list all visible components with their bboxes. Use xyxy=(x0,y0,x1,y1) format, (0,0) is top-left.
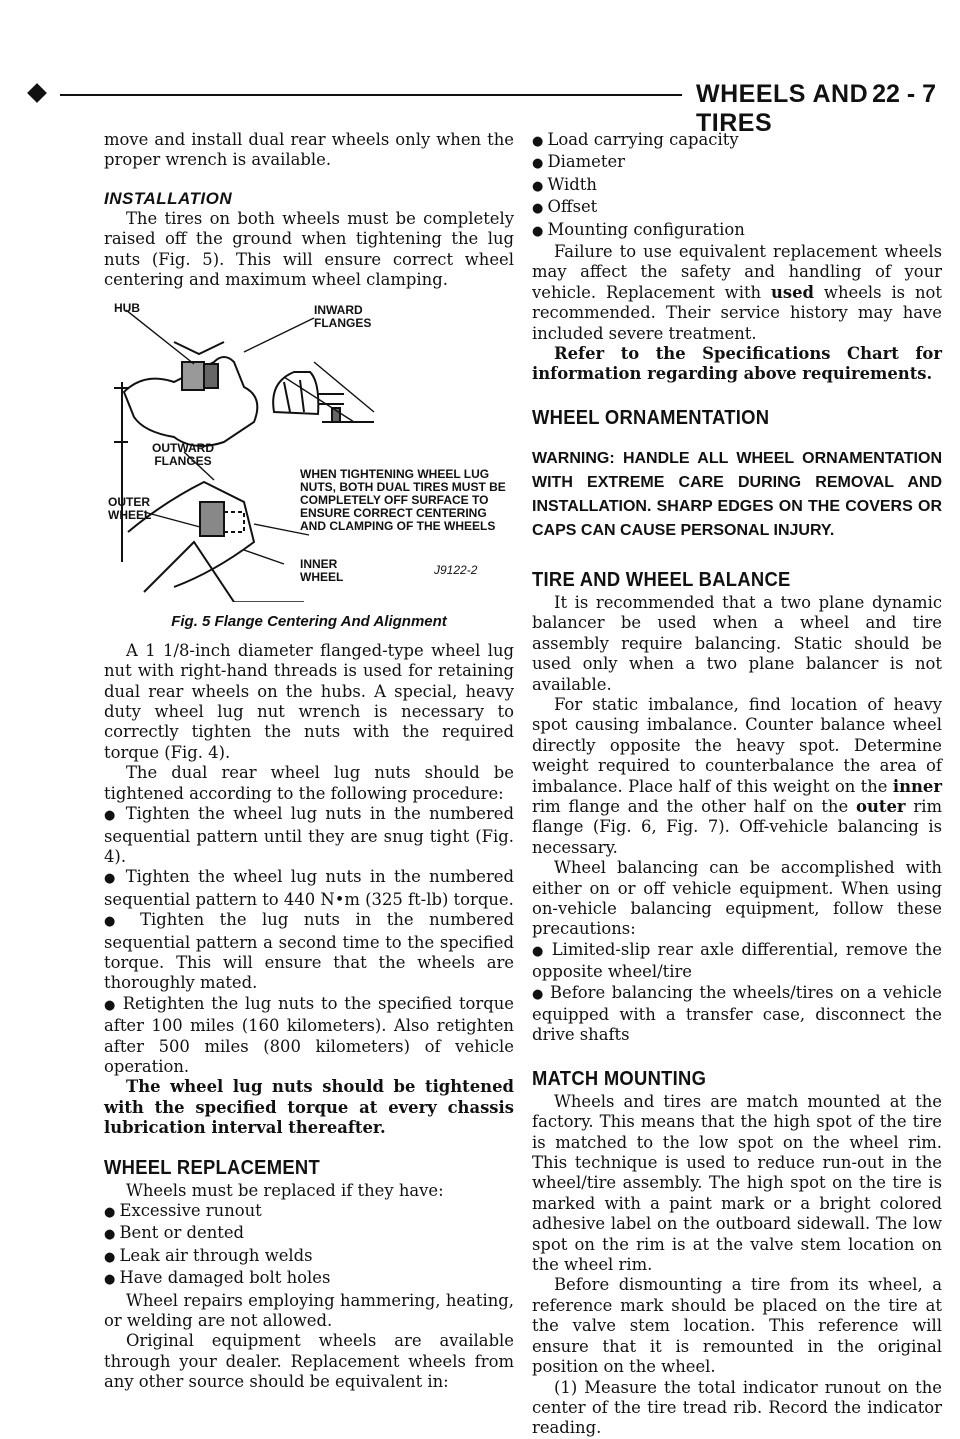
diamond-bullet-icon xyxy=(27,83,47,103)
match-p1: Wheels and tires are match mounted at the factory. This means that the high spot of the tire is matched to the low spot on the wheel rim. This technique is used to reduce run-out in the wheel/tire assembly. The high spot on the tire is marked with a paint mark or a bright colored adhesive label on the outboard sidewall. The low spot on the rim is at the valve stem location on the wheel rim. xyxy=(532,1091,942,1275)
wr-item: ● Have damaged bolt holes xyxy=(104,1268,514,1290)
installation-heading: INSTALLATION xyxy=(104,188,233,208)
wheel-replacement-heading: WHEEL REPLACEMENT xyxy=(104,1156,320,1179)
spec-reference: Refer to the Specifications Chart for information regarding above requirements. xyxy=(532,344,942,384)
used-bold: used xyxy=(770,282,815,302)
failure-text-a: Failure to use equivalent replacement wheels may affect the safety and handling of your vehicle. Replacement with xyxy=(532,242,942,302)
wr-original-text: Original equipment wheels are available through your dealer. Replacement wheels from any other source should be equivalent in: xyxy=(104,1331,514,1392)
equiv-item: ● Diameter xyxy=(532,152,942,174)
balance-p2-a: For static imbalance, find location of heavy spot causing imbalance. Counter balance wheel directly opposite the heavy spot. Determine weight required to counterbalance the area of imbalance. Place half of this weight on the xyxy=(532,694,942,796)
label-outward-flanges: OUTWARD FLANGES xyxy=(152,441,214,469)
step-item: ● Tighten the lug nuts in the numbered sequential pattern a second time to the specified torque. This will ensure that the wheels are thoroughly mated. xyxy=(104,910,514,994)
section-title: WHEELS AND TIRES xyxy=(696,80,869,137)
wr-intro: Wheels must be replaced if they have: xyxy=(126,1180,444,1200)
wr-repairs-text: Wheel repairs employing hammering, heating, or welding are not allowed. xyxy=(104,1290,514,1331)
outer-bold: outer xyxy=(856,796,906,816)
balance-p2-b: rim flange and the other half on the xyxy=(532,796,857,816)
equiv-item: ● Load carrying capacity xyxy=(532,130,942,152)
wr-item: ● Leak air through welds xyxy=(104,1246,514,1268)
label-outer-wheel: OUTER WHEEL xyxy=(108,495,152,523)
balance-p2 xyxy=(532,695,942,858)
balance-p2-c: rim flange (Fig. 6, Fig. 7). Off-vehicle balancing is necessary. xyxy=(532,796,942,857)
ornamentation-warning: WARNING: HANDLE ALL WHEEL ORNAMENTATION WITH EXTREME CARE DURING REMOVAL AND INSTALLATION. SHARP EDGES ON THE COVERS OR CAPS CAN CAUSE PERSONAL INJURY. xyxy=(532,449,942,539)
balance-p1: It is recommended that a two plane dynamic balancer be used when a wheel and tire assembly require balancing. Static should be used only when a two plane balancer is not available. xyxy=(532,592,942,694)
ornamentation-heading: WHEEL ORNAMENTATION xyxy=(532,406,770,429)
balance-p3: Wheel balancing can be accomplished with either on or off vehicle equipment. When using on-vehicle balancing equipment, follow these precautions: xyxy=(532,858,942,939)
lubrication-note: The wheel lug nuts should be tightened with the specified torque at every chassis lubrication interval thereafter. xyxy=(104,1077,514,1138)
match-mounting-heading: MATCH MOUNTING xyxy=(532,1067,707,1090)
wr-item: ● Bent or dented xyxy=(104,1223,514,1245)
label-inward-flanges: INWARD FLANGES xyxy=(314,303,372,331)
figure-caption: Fig. 5 Flange Centering And Alignment xyxy=(171,613,447,631)
step-item: ● Tighten the wheel lug nuts in the numbered sequential pattern to 440 N•m (325 ft-lb) torque. xyxy=(104,867,514,910)
match-p2: Before dismounting a tire from its wheel, a reference mark should be placed on the tire at the valve stem location. This reference will ensure that it is remounted in the original position on the wheel. xyxy=(532,1275,942,1377)
wr-item: ● Excessive runout xyxy=(104,1201,514,1223)
failure-paragraph xyxy=(532,242,942,344)
failure-text-b: wheels is not recommended. Their service history may have included severe treatment. xyxy=(532,282,942,343)
label-tightening-note: WHEN TIGHTENING WHEEL LUG NUTS, BOTH DUAL TIRES MUST BE COMPLETELY OFF SURFACE TO ENSURE CORRECT CENTERING AND CLAMPING OF THE WHEELS xyxy=(300,467,506,534)
balance-item: ● Before balancing the wheels/tires on a vehicle equipped with a transfer case, disconnect the drive shafts xyxy=(532,983,942,1046)
intro-text: move and install dual rear wheels only when the proper wrench is available. xyxy=(104,130,514,170)
figure-flange-centering xyxy=(104,302,514,602)
match-p3: (1) Measure the total indicator runout on the center of the tire tread rib. Record the indicator reading. xyxy=(532,1377,942,1438)
header-rule xyxy=(60,94,682,96)
page-header xyxy=(20,76,942,137)
step-item: ● Retighten the lug nuts to the specified torque after 100 miles (160 kilometers). Also retighten after 500 miles (800 kilometers) of vehicle operation. xyxy=(104,994,514,1078)
step-item: ● Tighten the wheel lug nuts in the numbered sequential pattern until they are snug tight (Fig. 4). xyxy=(104,804,514,867)
left-column xyxy=(104,130,514,1393)
right-column xyxy=(532,130,942,1439)
label-hub: HUB xyxy=(114,301,140,316)
balance-heading: TIRE AND WHEEL BALANCE xyxy=(532,568,791,591)
equiv-item: ● Offset xyxy=(532,197,942,219)
equiv-item: ● Width xyxy=(532,175,942,197)
lug-nut-paragraph: A 1 1/8-inch diameter flanged-type wheel lug nut with right-hand threads is used for retaining dual rear wheels on the hubs. A special, heavy duty wheel lug nut wrench is necessary to correctly tighten the nuts with the required torque (Fig. 4). xyxy=(104,640,514,762)
page-number: 22 - 7 xyxy=(872,80,936,108)
inner-bold: inner xyxy=(892,776,942,796)
balance-item: ● Limited-slip rear axle differential, remove the opposite wheel/tire xyxy=(532,940,942,983)
label-inner-wheel: INNER WHEEL xyxy=(300,557,344,585)
installation-text: The tires on both wheels must be completely raised off the ground when tightening the lug nuts (Fig. 5). This will ensure correct wheel centering and maximum wheel clamping. xyxy=(104,208,514,290)
figure-id: J9122-2 xyxy=(434,563,478,578)
procedure-intro: The dual rear wheel lug nuts should be tightened according to the following procedure: xyxy=(104,763,514,803)
equiv-item: ● Mounting configuration xyxy=(532,220,942,242)
